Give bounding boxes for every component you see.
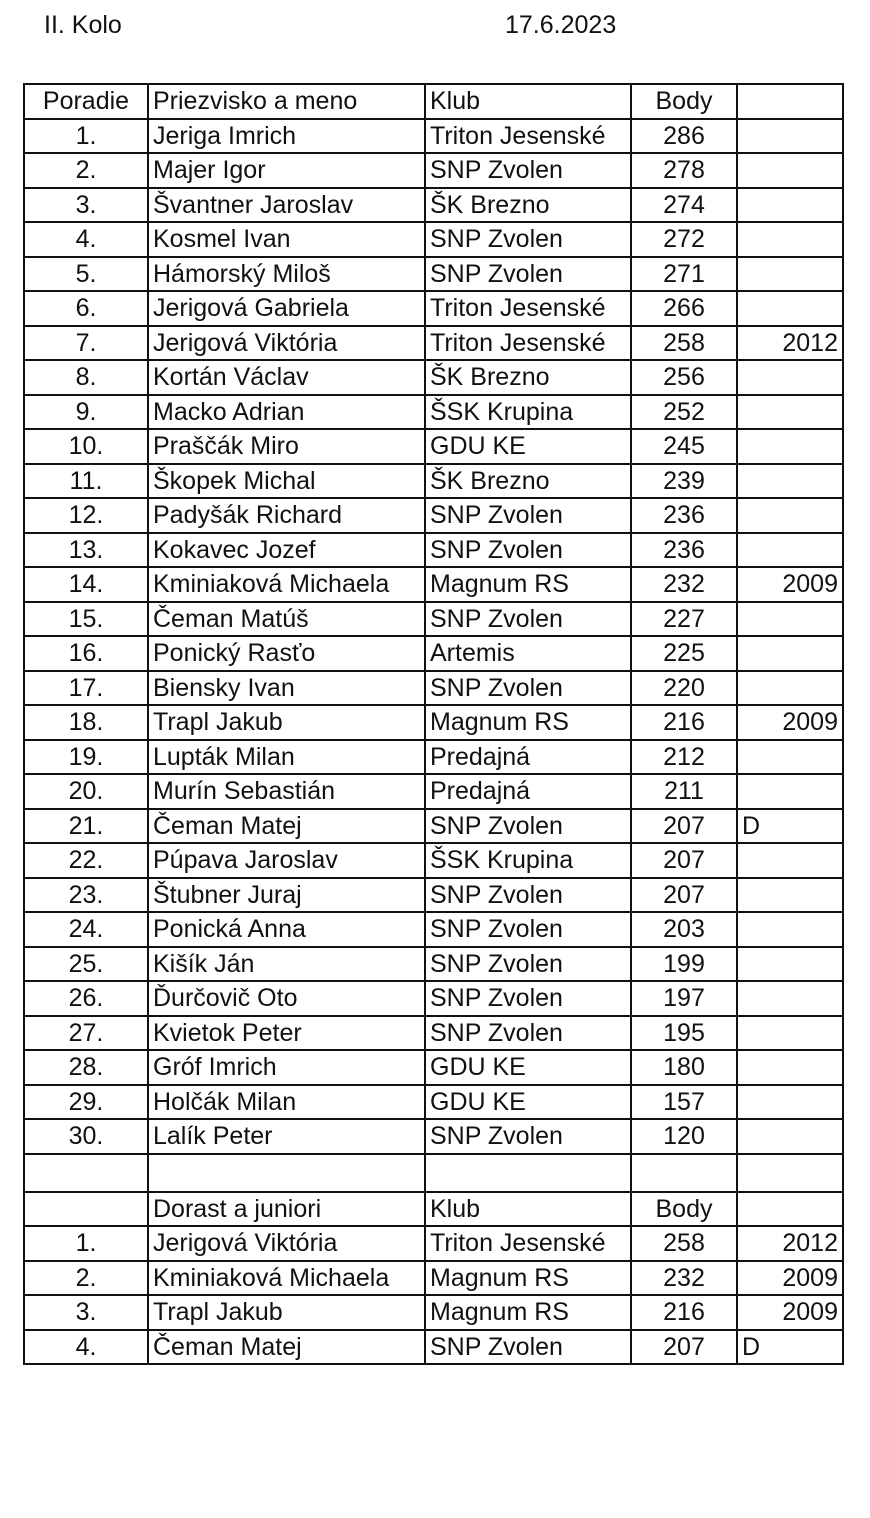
note-cell — [737, 981, 843, 1016]
rank-cell: 15. — [24, 602, 148, 637]
club-cell: Magnum RS — [425, 1261, 631, 1296]
points-cell: 180 — [631, 1050, 737, 1085]
rank-cell: 7. — [24, 326, 148, 361]
club-cell: ŠSK Krupina — [425, 395, 631, 430]
rank-cell: 1. — [24, 1226, 148, 1261]
club-cell: SNP Zvolen — [425, 809, 631, 844]
empty-cell — [148, 1154, 425, 1192]
note-cell — [737, 533, 843, 568]
birth-year-cell: 2009 — [737, 1295, 843, 1330]
name-cell: Kosmel Ivan — [148, 222, 425, 257]
table-row — [24, 809, 843, 844]
points-cell: 286 — [631, 119, 737, 154]
name-cell: Čeman Matej — [148, 1330, 425, 1365]
rank-cell: 21. — [24, 809, 148, 844]
rank-cell: 8. — [24, 360, 148, 395]
rank-cell: 18. — [24, 705, 148, 740]
name-cell: Jeriga Imrich — [148, 119, 425, 154]
table-row — [24, 153, 843, 188]
name-cell: Biensky Ivan — [148, 671, 425, 706]
name-cell: Jerigová Gabriela — [148, 291, 425, 326]
note-cell — [737, 360, 843, 395]
juniors-header-name: Dorast a juniori — [148, 1192, 425, 1227]
points-cell: 212 — [631, 740, 737, 775]
table-row — [24, 222, 843, 257]
club-cell: Predajná — [425, 774, 631, 809]
points-cell: 220 — [631, 671, 737, 706]
club-cell: Triton Jesenské — [425, 119, 631, 154]
club-cell: SNP Zvolen — [425, 533, 631, 568]
table-row — [24, 360, 843, 395]
points-cell: 239 — [631, 464, 737, 499]
name-cell: Ponický Rasťo — [148, 636, 425, 671]
name-cell: Ponická Anna — [148, 912, 425, 947]
name-cell: Padyšák Richard — [148, 498, 425, 533]
note-cell — [737, 153, 843, 188]
name-cell: Škopek Michal — [148, 464, 425, 499]
note-cell — [737, 498, 843, 533]
table-row — [24, 429, 843, 464]
column-header-name: Priezvisko a meno — [148, 84, 425, 119]
points-cell: 207 — [631, 1330, 737, 1365]
club-cell: SNP Zvolen — [425, 671, 631, 706]
points-cell: 195 — [631, 1016, 737, 1051]
results-table — [23, 83, 844, 1365]
rank-cell: 2. — [24, 153, 148, 188]
empty-cell — [631, 1154, 737, 1192]
points-cell: 207 — [631, 843, 737, 878]
points-cell: 211 — [631, 774, 737, 809]
table-row — [24, 843, 843, 878]
column-header-club: Klub — [425, 84, 631, 119]
table-row — [24, 878, 843, 913]
note-cell — [737, 1050, 843, 1085]
name-cell: Štubner Juraj — [148, 878, 425, 913]
points-cell: 236 — [631, 533, 737, 568]
table-row — [24, 533, 843, 568]
juniors-header-points: Body — [631, 1192, 737, 1227]
column-header-note — [737, 84, 843, 119]
name-cell: Trapl Jakub — [148, 1295, 425, 1330]
note-cell — [737, 464, 843, 499]
note-cell — [737, 947, 843, 982]
name-cell: Jerigová Viktória — [148, 326, 425, 361]
birth-year-cell: 2012 — [737, 326, 843, 361]
table-row — [24, 395, 843, 430]
rank-cell: 3. — [24, 1295, 148, 1330]
rank-cell: 13. — [24, 533, 148, 568]
points-cell: 207 — [631, 809, 737, 844]
name-cell: Čeman Matej — [148, 809, 425, 844]
table-row — [24, 291, 843, 326]
club-cell: SNP Zvolen — [425, 257, 631, 292]
name-cell: Kvietok Peter — [148, 1016, 425, 1051]
rank-cell: 23. — [24, 878, 148, 913]
club-cell: GDU KE — [425, 1050, 631, 1085]
juniors-header-row — [24, 1192, 843, 1227]
note-cell — [737, 878, 843, 913]
table-row — [24, 1295, 843, 1330]
club-cell: SNP Zvolen — [425, 947, 631, 982]
rank-cell: 29. — [24, 1085, 148, 1120]
name-cell: Kortán Václav — [148, 360, 425, 395]
points-cell: 203 — [631, 912, 737, 947]
name-cell: Kminiaková Michaela — [148, 567, 425, 602]
club-cell: Magnum RS — [425, 567, 631, 602]
results-table-body — [24, 84, 843, 1364]
event-date: 17.6.2023 — [505, 11, 617, 39]
rank-cell: 14. — [24, 567, 148, 602]
club-cell: SNP Zvolen — [425, 602, 631, 637]
club-cell: GDU KE — [425, 429, 631, 464]
name-cell: Kokavec Jozef — [148, 533, 425, 568]
note-cell — [737, 291, 843, 326]
club-cell: Artemis — [425, 636, 631, 671]
note-cell — [737, 119, 843, 154]
rank-cell: 2. — [24, 1261, 148, 1296]
name-cell: Praščák Miro — [148, 429, 425, 464]
rank-cell: 25. — [24, 947, 148, 982]
rank-cell: 20. — [24, 774, 148, 809]
note-cell — [737, 774, 843, 809]
table-row — [24, 1050, 843, 1085]
birth-year-cell: 2009 — [737, 1261, 843, 1296]
table-row — [24, 705, 843, 740]
points-cell: 256 — [631, 360, 737, 395]
note-cell — [737, 1085, 843, 1120]
club-cell: SNP Zvolen — [425, 1016, 631, 1051]
rank-cell: 9. — [24, 395, 148, 430]
round-title: II. Kolo — [44, 11, 122, 39]
rank-cell: 22. — [24, 843, 148, 878]
club-cell: Predajná — [425, 740, 631, 775]
rank-cell: 28. — [24, 1050, 148, 1085]
club-cell: SNP Zvolen — [425, 222, 631, 257]
club-cell: SNP Zvolen — [425, 878, 631, 913]
table-row — [24, 567, 843, 602]
empty-cell — [425, 1154, 631, 1192]
table-row — [24, 774, 843, 809]
club-cell: GDU KE — [425, 1085, 631, 1120]
points-cell: 216 — [631, 705, 737, 740]
table-row — [24, 1330, 843, 1365]
note-cell — [737, 912, 843, 947]
rank-cell: 16. — [24, 636, 148, 671]
rank-cell: 5. — [24, 257, 148, 292]
birth-year-cell: 2009 — [737, 705, 843, 740]
club-cell: ŠK Brezno — [425, 360, 631, 395]
points-cell: 227 — [631, 602, 737, 637]
name-cell: Macko Adrian — [148, 395, 425, 430]
table-row — [24, 464, 843, 499]
table-row — [24, 1016, 843, 1051]
points-cell: 236 — [631, 498, 737, 533]
name-cell: Holčák Milan — [148, 1085, 425, 1120]
club-cell: SNP Zvolen — [425, 153, 631, 188]
name-cell: Jerigová Viktória — [148, 1226, 425, 1261]
note-cell — [737, 429, 843, 464]
note-cell — [737, 188, 843, 223]
birth-year-cell: 2009 — [737, 567, 843, 602]
rank-cell: 3. — [24, 188, 148, 223]
note-cell — [737, 740, 843, 775]
note-cell — [737, 1119, 843, 1154]
name-cell: Lalík Peter — [148, 1119, 425, 1154]
table-row — [24, 119, 843, 154]
table-row — [24, 636, 843, 671]
club-cell: Triton Jesenské — [425, 1226, 631, 1261]
table-row — [24, 326, 843, 361]
empty-cell — [24, 1154, 148, 1192]
name-cell: Kišík Ján — [148, 947, 425, 982]
rank-cell: 11. — [24, 464, 148, 499]
club-cell: SNP Zvolen — [425, 498, 631, 533]
name-cell: Murín Sebastián — [148, 774, 425, 809]
rank-cell: 26. — [24, 981, 148, 1016]
points-cell: 272 — [631, 222, 737, 257]
club-cell: ŠK Brezno — [425, 188, 631, 223]
points-cell: 252 — [631, 395, 737, 430]
club-cell: ŠSK Krupina — [425, 843, 631, 878]
club-cell: Magnum RS — [425, 1295, 631, 1330]
name-cell: Ďurčovič Oto — [148, 981, 425, 1016]
rank-cell: 17. — [24, 671, 148, 706]
name-cell: Hámorský Miloš — [148, 257, 425, 292]
name-cell: Čeman Matúš — [148, 602, 425, 637]
table-row — [24, 1119, 843, 1154]
club-cell: SNP Zvolen — [425, 981, 631, 1016]
points-cell: 157 — [631, 1085, 737, 1120]
club-cell: Triton Jesenské — [425, 326, 631, 361]
rank-cell: 24. — [24, 912, 148, 947]
table-row — [24, 1261, 843, 1296]
club-cell: SNP Zvolen — [425, 1330, 631, 1365]
points-cell: 258 — [631, 1226, 737, 1261]
note-cell — [737, 257, 843, 292]
rank-cell: 1. — [24, 119, 148, 154]
club-cell: SNP Zvolen — [425, 1119, 631, 1154]
points-cell: 225 — [631, 636, 737, 671]
points-cell: 199 — [631, 947, 737, 982]
rank-cell: 12. — [24, 498, 148, 533]
club-cell: SNP Zvolen — [425, 912, 631, 947]
table-row — [24, 912, 843, 947]
table-row — [24, 1085, 843, 1120]
empty-cell — [737, 1154, 843, 1192]
points-cell: 271 — [631, 257, 737, 292]
juniors-header-rank — [24, 1192, 148, 1227]
name-cell: Gróf Imrich — [148, 1050, 425, 1085]
rank-cell: 4. — [24, 222, 148, 257]
rank-cell: 10. — [24, 429, 148, 464]
points-cell: 216 — [631, 1295, 737, 1330]
note-cell — [737, 843, 843, 878]
table-row — [24, 671, 843, 706]
points-cell: 274 — [631, 188, 737, 223]
note-cell: D — [737, 1330, 843, 1365]
table-row — [24, 602, 843, 637]
table-header-row — [24, 84, 843, 119]
name-cell: Púpava Jaroslav — [148, 843, 425, 878]
points-cell: 232 — [631, 1261, 737, 1296]
birth-year-cell: 2012 — [737, 1226, 843, 1261]
club-cell: ŠK Brezno — [425, 464, 631, 499]
note-cell — [737, 222, 843, 257]
column-header-rank: Poradie — [24, 84, 148, 119]
table-row — [24, 740, 843, 775]
points-cell: 258 — [631, 326, 737, 361]
table-row — [24, 981, 843, 1016]
points-cell: 232 — [631, 567, 737, 602]
juniors-header-club: Klub — [425, 1192, 631, 1227]
table-row — [24, 1226, 843, 1261]
name-cell: Kminiaková Michaela — [148, 1261, 425, 1296]
rank-cell: 30. — [24, 1119, 148, 1154]
points-cell: 245 — [631, 429, 737, 464]
note-cell: D — [737, 809, 843, 844]
name-cell: Majer Igor — [148, 153, 425, 188]
points-cell: 207 — [631, 878, 737, 913]
empty-separator-row — [24, 1154, 843, 1192]
rank-cell: 27. — [24, 1016, 148, 1051]
name-cell: Trapl Jakub — [148, 705, 425, 740]
name-cell: Lupták Milan — [148, 740, 425, 775]
note-cell — [737, 1016, 843, 1051]
points-cell: 278 — [631, 153, 737, 188]
rank-cell: 4. — [24, 1330, 148, 1365]
points-cell: 266 — [631, 291, 737, 326]
points-cell: 197 — [631, 981, 737, 1016]
column-header-points: Body — [631, 84, 737, 119]
note-cell — [737, 636, 843, 671]
juniors-header-note — [737, 1192, 843, 1227]
table-row — [24, 498, 843, 533]
note-cell — [737, 602, 843, 637]
rank-cell: 19. — [24, 740, 148, 775]
points-cell: 120 — [631, 1119, 737, 1154]
note-cell — [737, 395, 843, 430]
note-cell — [737, 671, 843, 706]
table-row — [24, 257, 843, 292]
table-row — [24, 947, 843, 982]
rank-cell: 6. — [24, 291, 148, 326]
table-row — [24, 188, 843, 223]
club-cell: Triton Jesenské — [425, 291, 631, 326]
name-cell: Švantner Jaroslav — [148, 188, 425, 223]
club-cell: Magnum RS — [425, 705, 631, 740]
